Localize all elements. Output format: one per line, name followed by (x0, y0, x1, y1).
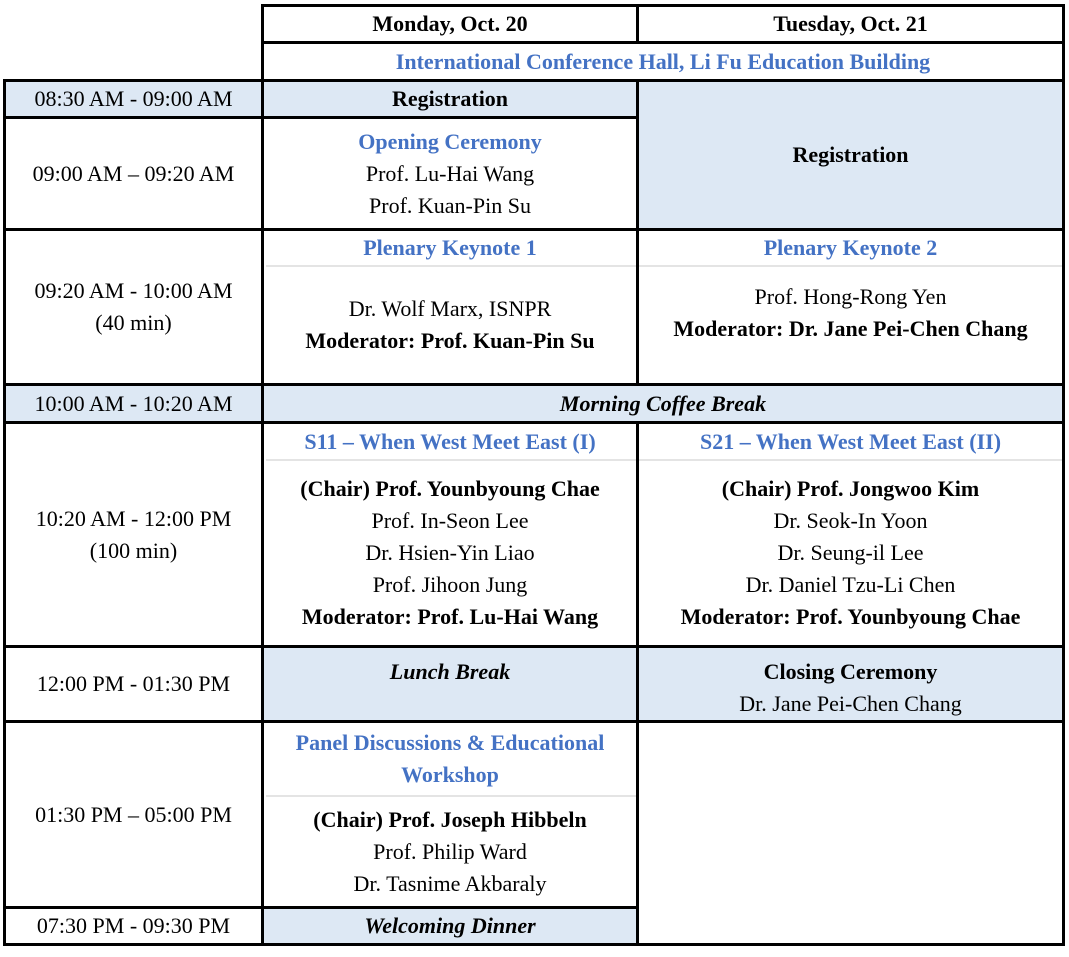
lunch-break: Lunch Break (389, 659, 511, 684)
panel-body: (Chair) Prof. Joseph Hibbeln Prof. Philip Ward Dr. Tasnime Akbaraly (313, 806, 587, 896)
day-header-monday: Monday, Oct. 20 (372, 11, 528, 36)
time-slot: 07:30 PM - 09:30 PM (36, 913, 231, 938)
session-s21-body: (Chair) Prof. Jongwoo Kim Dr. Seok-In Yoon Dr. Seung-il Lee Dr. Daniel Tzu-Li Chen Moderator: Prof. Younbyoung Chae (680, 476, 1021, 629)
session-s11-body: (Chair) Prof. Younbyoung Chae Prof. In-Seon Lee Dr. Hsien-Yin Liao Prof. Jihoon Jung Moderator: Prof. Lu-Hai Wang (300, 476, 600, 629)
time-slot: 12:00 PM - 01:30 PM (36, 671, 231, 696)
grid-line (3, 943, 1065, 946)
closing-ceremony: Closing Ceremony Dr. Jane Pei-Chen Chang (739, 659, 962, 716)
keynote-1-title: Plenary Keynote 1 (363, 235, 537, 260)
time-slot: 09:00 AM – 09:20 AM (32, 160, 235, 186)
time-slot: 09:20 AM - 10:00 AM (40 min) (34, 278, 233, 335)
time-slot: 10:00 AM - 10:20 AM (34, 390, 233, 416)
coffee-break: Morning Coffee Break (559, 390, 767, 416)
time-slot: 08:30 AM - 09:00 AM (34, 86, 233, 111)
grid-line (1062, 4, 1065, 946)
monday-registration: Registration (391, 86, 509, 111)
tuesday-registration: Registration (792, 142, 909, 167)
panel-title: Panel Discussions & Educational Workshop (295, 730, 605, 787)
venue-header: International Conference Hall, Li Fu Education Building (395, 48, 931, 74)
session-title: Opening Ceremony (358, 128, 542, 154)
keynote-1-body: Dr. Wolf Marx, ISNPR Moderator: Prof. Kuan-Pin Su (305, 296, 595, 353)
day-header-tuesday: Tuesday, Oct. 21 (773, 11, 928, 36)
session-s11-title: S11 – When West Meet East (I) (304, 428, 596, 454)
time-slot: 01:30 PM – 05:00 PM (35, 801, 232, 827)
schedule-table (3, 4, 1065, 946)
keynote-2-title: Plenary Keynote 2 (763, 235, 938, 260)
opening-ceremony: Opening Ceremony Prof. Lu-Hai Wang Prof. Kuan-Pin Su (264, 119, 636, 228)
keynote-2-body: Prof. Hong-Rong Yen Moderator: Dr. Jane Pei-Chen Chang (673, 284, 1028, 341)
welcoming-dinner: Welcoming Dinner (364, 913, 536, 938)
time-slot: 10:20 AM - 12:00 PM (100 min) (35, 505, 232, 563)
session-s21-title: S21 – When West Meet East (II) (699, 428, 1002, 454)
